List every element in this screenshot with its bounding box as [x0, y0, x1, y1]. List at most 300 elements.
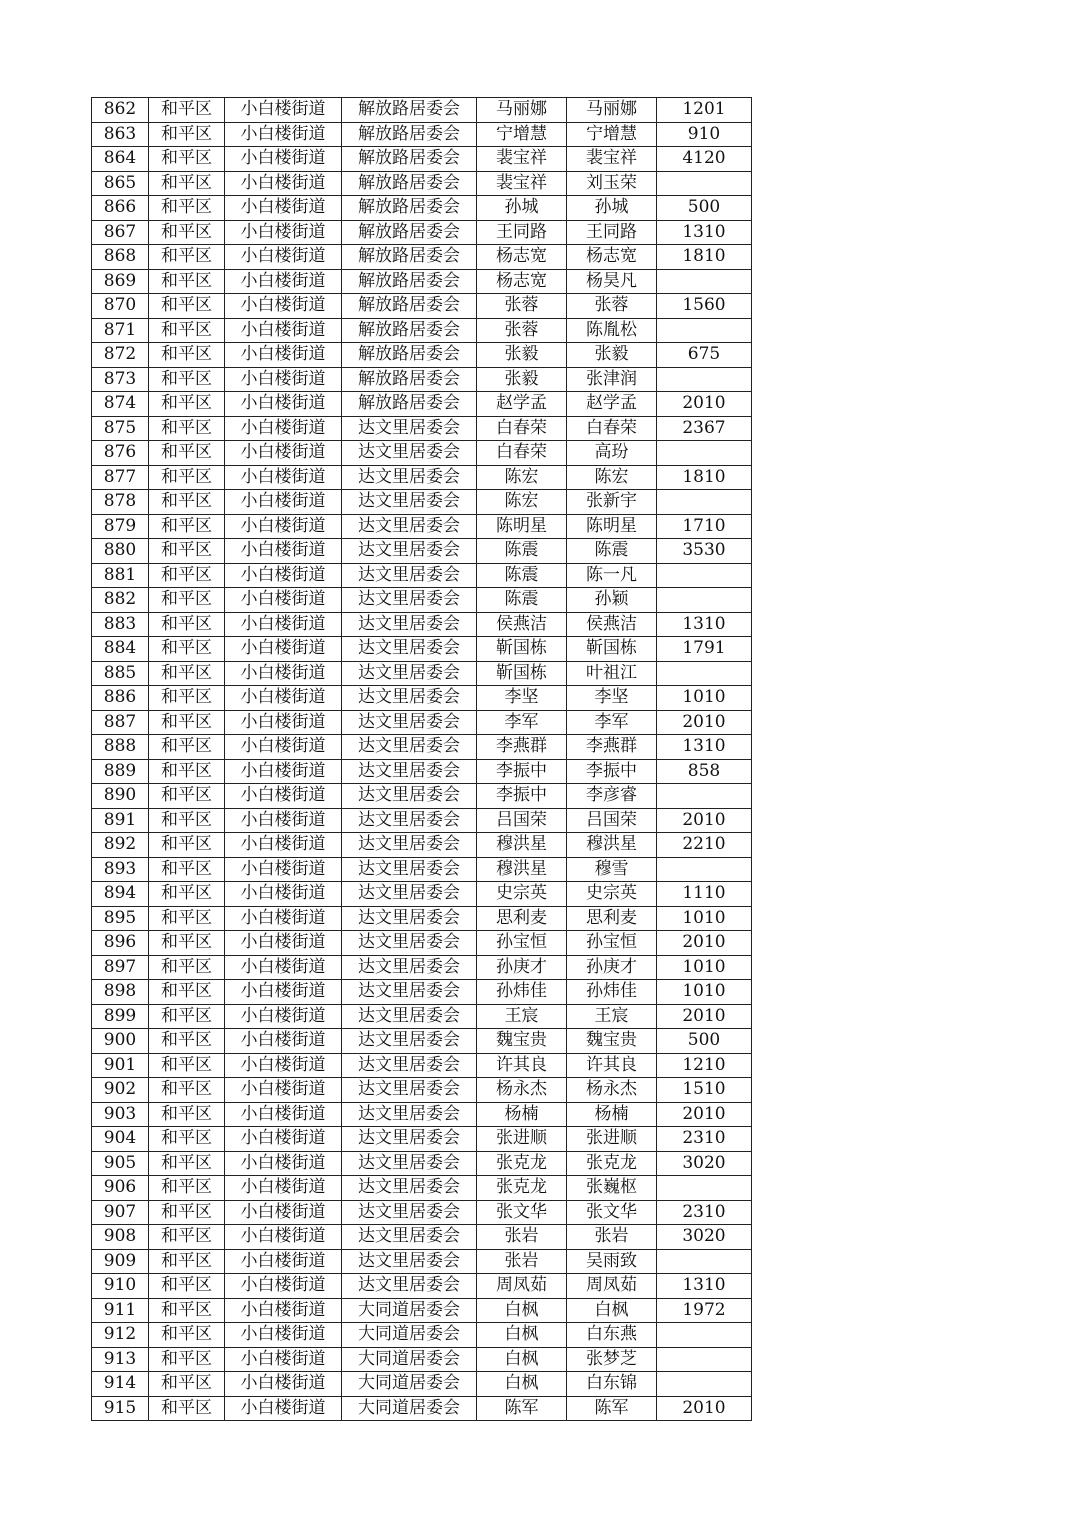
cell-member-name: 周凤茹	[567, 1274, 657, 1299]
cell-amount: 1710	[657, 514, 752, 539]
cell-member-name: 张毅	[567, 343, 657, 368]
cell-amount: 1210	[657, 1053, 752, 1078]
cell-amount: 1972	[657, 1298, 752, 1323]
cell-district: 和平区	[149, 1347, 225, 1372]
cell-district: 和平区	[149, 441, 225, 466]
table-row	[92, 1347, 752, 1372]
cell-household-head: 陈震	[477, 588, 567, 613]
cell-district: 和平区	[149, 196, 225, 221]
cell-amount	[657, 318, 752, 343]
cell-household-head: 李坚	[477, 686, 567, 711]
cell-household-head: 穆洪星	[477, 857, 567, 882]
cell-member-name: 吴雨致	[567, 1249, 657, 1274]
cell-member-name: 裴宝祥	[567, 147, 657, 172]
cell-committee: 达文里居委会	[342, 1078, 477, 1103]
cell-row-number: 865	[92, 171, 149, 196]
cell-district: 和平区	[149, 710, 225, 735]
cell-subdistrict: 小白楼街道	[225, 294, 342, 319]
cell-member-name: 白春荣	[567, 416, 657, 441]
cell-subdistrict: 小白楼街道	[225, 465, 342, 490]
cell-member-name: 史宗英	[567, 882, 657, 907]
cell-committee: 大同道居委会	[342, 1347, 477, 1372]
cell-subdistrict: 小白楼街道	[225, 490, 342, 515]
cell-amount: 2367	[657, 416, 752, 441]
cell-amount: 2010	[657, 1102, 752, 1127]
cell-row-number: 875	[92, 416, 149, 441]
cell-amount: 1310	[657, 612, 752, 637]
table-row	[92, 612, 752, 637]
cell-subdistrict: 小白楼街道	[225, 171, 342, 196]
cell-subdistrict: 小白楼街道	[225, 514, 342, 539]
cell-household-head: 侯燕洁	[477, 612, 567, 637]
cell-row-number: 876	[92, 441, 149, 466]
cell-household-head: 魏宝贵	[477, 1029, 567, 1054]
cell-subdistrict: 小白楼街道	[225, 245, 342, 270]
cell-household-head: 张进顺	[477, 1127, 567, 1152]
cell-subdistrict: 小白楼街道	[225, 220, 342, 245]
cell-amount	[657, 269, 752, 294]
cell-subdistrict: 小白楼街道	[225, 1200, 342, 1225]
cell-committee: 解放路居委会	[342, 245, 477, 270]
cell-district: 和平区	[149, 318, 225, 343]
cell-member-name: 李彦睿	[567, 784, 657, 809]
cell-committee: 达文里居委会	[342, 735, 477, 760]
cell-district: 和平区	[149, 98, 225, 123]
table-row	[92, 318, 752, 343]
cell-committee: 达文里居委会	[342, 1225, 477, 1250]
table-row	[92, 1151, 752, 1176]
table-row	[92, 833, 752, 858]
cell-subdistrict: 小白楼街道	[225, 1004, 342, 1029]
cell-district: 和平区	[149, 833, 225, 858]
cell-committee: 达文里居委会	[342, 465, 477, 490]
table-row	[92, 1029, 752, 1054]
cell-member-name: 许其良	[567, 1053, 657, 1078]
cell-subdistrict: 小白楼街道	[225, 343, 342, 368]
cell-subdistrict: 小白楼街道	[225, 661, 342, 686]
cell-subdistrict: 小白楼街道	[225, 563, 342, 588]
cell-amount: 1010	[657, 980, 752, 1005]
cell-row-number: 867	[92, 220, 149, 245]
table-row	[92, 1372, 752, 1397]
cell-district: 和平区	[149, 931, 225, 956]
cell-subdistrict: 小白楼街道	[225, 122, 342, 147]
cell-household-head: 张岩	[477, 1225, 567, 1250]
table-row	[92, 1396, 752, 1421]
cell-committee: 达文里居委会	[342, 1004, 477, 1029]
table-row	[92, 1200, 752, 1225]
cell-amount	[657, 1176, 752, 1201]
cell-household-head: 张蓉	[477, 294, 567, 319]
cell-committee: 达文里居委会	[342, 882, 477, 907]
cell-committee: 达文里居委会	[342, 539, 477, 564]
cell-row-number: 897	[92, 955, 149, 980]
cell-row-number: 862	[92, 98, 149, 123]
cell-row-number: 891	[92, 808, 149, 833]
cell-district: 和平区	[149, 245, 225, 270]
cell-committee: 达文里居委会	[342, 588, 477, 613]
cell-district: 和平区	[149, 612, 225, 637]
cell-committee: 解放路居委会	[342, 196, 477, 221]
cell-district: 和平区	[149, 147, 225, 172]
cell-row-number: 874	[92, 392, 149, 417]
cell-household-head: 杨楠	[477, 1102, 567, 1127]
cell-amount	[657, 857, 752, 882]
cell-committee: 达文里居委会	[342, 710, 477, 735]
cell-district: 和平区	[149, 367, 225, 392]
cell-member-name: 孙城	[567, 196, 657, 221]
cell-member-name: 杨楠	[567, 1102, 657, 1127]
cell-committee: 大同道居委会	[342, 1298, 477, 1323]
cell-amount: 1010	[657, 906, 752, 931]
cell-row-number: 898	[92, 980, 149, 1005]
cell-row-number: 883	[92, 612, 149, 637]
cell-district: 和平区	[149, 220, 225, 245]
cell-district: 和平区	[149, 661, 225, 686]
cell-amount	[657, 1372, 752, 1397]
cell-household-head: 王同路	[477, 220, 567, 245]
cell-amount: 1791	[657, 637, 752, 662]
cell-amount: 3020	[657, 1225, 752, 1250]
cell-committee: 达文里居委会	[342, 857, 477, 882]
cell-amount: 500	[657, 196, 752, 221]
cell-row-number: 888	[92, 735, 149, 760]
cell-row-number: 896	[92, 931, 149, 956]
cell-row-number: 871	[92, 318, 149, 343]
cell-household-head: 孙炜佳	[477, 980, 567, 1005]
cell-row-number: 905	[92, 1151, 149, 1176]
cell-district: 和平区	[149, 392, 225, 417]
cell-household-head: 陈宏	[477, 490, 567, 515]
cell-household-head: 裴宝祥	[477, 171, 567, 196]
cell-row-number: 904	[92, 1127, 149, 1152]
table-row	[92, 588, 752, 613]
cell-committee: 大同道居委会	[342, 1323, 477, 1348]
cell-district: 和平区	[149, 882, 225, 907]
cell-household-head: 吕国荣	[477, 808, 567, 833]
cell-household-head: 张蓉	[477, 318, 567, 343]
cell-district: 和平区	[149, 465, 225, 490]
table-row	[92, 367, 752, 392]
cell-amount: 1310	[657, 220, 752, 245]
cell-district: 和平区	[149, 269, 225, 294]
cell-subdistrict: 小白楼街道	[225, 98, 342, 123]
cell-household-head: 张文华	[477, 1200, 567, 1225]
cell-household-head: 陈宏	[477, 465, 567, 490]
cell-committee: 达文里居委会	[342, 931, 477, 956]
cell-subdistrict: 小白楼街道	[225, 392, 342, 417]
cell-household-head: 赵学孟	[477, 392, 567, 417]
cell-district: 和平区	[149, 1396, 225, 1421]
cell-district: 和平区	[149, 1249, 225, 1274]
cell-row-number: 880	[92, 539, 149, 564]
cell-committee: 大同道居委会	[342, 1372, 477, 1397]
cell-district: 和平区	[149, 416, 225, 441]
cell-amount: 2010	[657, 392, 752, 417]
table-row	[92, 857, 752, 882]
cell-member-name: 杨永杰	[567, 1078, 657, 1103]
cell-household-head: 宁增慧	[477, 122, 567, 147]
table-row	[92, 514, 752, 539]
cell-amount: 1310	[657, 1274, 752, 1299]
cell-amount: 1010	[657, 955, 752, 980]
cell-household-head: 周凤茹	[477, 1274, 567, 1299]
cell-committee: 达文里居委会	[342, 416, 477, 441]
cell-amount: 1010	[657, 686, 752, 711]
cell-row-number: 882	[92, 588, 149, 613]
table-row	[92, 955, 752, 980]
table-row	[92, 465, 752, 490]
table-row	[92, 539, 752, 564]
cell-row-number: 895	[92, 906, 149, 931]
cell-committee: 达文里居委会	[342, 980, 477, 1005]
table-row	[92, 245, 752, 270]
cell-committee: 解放路居委会	[342, 367, 477, 392]
table-row	[92, 735, 752, 760]
cell-committee: 达文里居委会	[342, 661, 477, 686]
cell-subdistrict: 小白楼街道	[225, 808, 342, 833]
cell-amount: 2310	[657, 1200, 752, 1225]
cell-district: 和平区	[149, 857, 225, 882]
cell-row-number: 866	[92, 196, 149, 221]
table-row	[92, 1298, 752, 1323]
cell-member-name: 张进顺	[567, 1127, 657, 1152]
cell-member-name: 张岩	[567, 1225, 657, 1250]
cell-subdistrict: 小白楼街道	[225, 367, 342, 392]
cell-household-head: 白春荣	[477, 416, 567, 441]
cell-member-name: 孙颖	[567, 588, 657, 613]
cell-household-head: 白春荣	[477, 441, 567, 466]
cell-amount	[657, 1347, 752, 1372]
table-row	[92, 122, 752, 147]
cell-subdistrict: 小白楼街道	[225, 147, 342, 172]
cell-subdistrict: 小白楼街道	[225, 196, 342, 221]
cell-household-head: 李振中	[477, 784, 567, 809]
cell-committee: 达文里居委会	[342, 808, 477, 833]
cell-member-name: 刘玉荣	[567, 171, 657, 196]
cell-amount	[657, 367, 752, 392]
table-row	[92, 686, 752, 711]
cell-household-head: 杨志宽	[477, 245, 567, 270]
cell-household-head: 张毅	[477, 343, 567, 368]
table-row	[92, 294, 752, 319]
cell-member-name: 宁增慧	[567, 122, 657, 147]
cell-subdistrict: 小白楼街道	[225, 539, 342, 564]
cell-member-name: 李坚	[567, 686, 657, 711]
cell-subdistrict: 小白楼街道	[225, 955, 342, 980]
cell-subdistrict: 小白楼街道	[225, 686, 342, 711]
cell-row-number: 911	[92, 1298, 149, 1323]
cell-household-head: 靳国栋	[477, 661, 567, 686]
cell-row-number: 872	[92, 343, 149, 368]
cell-member-name: 穆雪	[567, 857, 657, 882]
cell-member-name: 杨志宽	[567, 245, 657, 270]
cell-subdistrict: 小白楼街道	[225, 1127, 342, 1152]
cell-committee: 大同道居委会	[342, 1396, 477, 1421]
cell-household-head: 孙宝恒	[477, 931, 567, 956]
cell-household-head: 裴宝祥	[477, 147, 567, 172]
table-row	[92, 490, 752, 515]
cell-household-head: 张岩	[477, 1249, 567, 1274]
cell-row-number: 864	[92, 147, 149, 172]
cell-row-number: 900	[92, 1029, 149, 1054]
table-row	[92, 1323, 752, 1348]
cell-member-name: 陈明星	[567, 514, 657, 539]
cell-subdistrict: 小白楼街道	[225, 710, 342, 735]
cell-member-name: 白东燕	[567, 1323, 657, 1348]
cell-district: 和平区	[149, 1151, 225, 1176]
data-table	[91, 97, 752, 1421]
cell-district: 和平区	[149, 563, 225, 588]
cell-committee: 解放路居委会	[342, 392, 477, 417]
cell-district: 和平区	[149, 735, 225, 760]
cell-member-name: 陈震	[567, 539, 657, 564]
cell-household-head: 张毅	[477, 367, 567, 392]
cell-amount: 1810	[657, 245, 752, 270]
cell-row-number: 863	[92, 122, 149, 147]
cell-district: 和平区	[149, 588, 225, 613]
cell-row-number: 892	[92, 833, 149, 858]
cell-committee: 达文里居委会	[342, 686, 477, 711]
cell-subdistrict: 小白楼街道	[225, 1396, 342, 1421]
cell-row-number: 878	[92, 490, 149, 515]
cell-household-head: 白枫	[477, 1298, 567, 1323]
table-row	[92, 1053, 752, 1078]
cell-amount	[657, 490, 752, 515]
cell-row-number: 885	[92, 661, 149, 686]
cell-row-number: 884	[92, 637, 149, 662]
cell-household-head: 李军	[477, 710, 567, 735]
cell-committee: 达文里居委会	[342, 1029, 477, 1054]
cell-district: 和平区	[149, 906, 225, 931]
cell-committee: 达文里居委会	[342, 955, 477, 980]
table-row	[92, 1225, 752, 1250]
cell-committee: 达文里居委会	[342, 612, 477, 637]
table-row	[92, 980, 752, 1005]
cell-subdistrict: 小白楼街道	[225, 588, 342, 613]
cell-amount: 1810	[657, 465, 752, 490]
table-row	[92, 392, 752, 417]
cell-member-name: 白枫	[567, 1298, 657, 1323]
cell-committee: 达文里居委会	[342, 1200, 477, 1225]
cell-committee: 达文里居委会	[342, 490, 477, 515]
cell-amount: 1510	[657, 1078, 752, 1103]
table-row	[92, 269, 752, 294]
cell-amount	[657, 1249, 752, 1274]
cell-district: 和平区	[149, 1078, 225, 1103]
cell-amount: 910	[657, 122, 752, 147]
cell-member-name: 张蓉	[567, 294, 657, 319]
cell-row-number: 913	[92, 1347, 149, 1372]
table-row	[92, 906, 752, 931]
cell-household-head: 思利麦	[477, 906, 567, 931]
cell-committee: 达文里居委会	[342, 1053, 477, 1078]
cell-subdistrict: 小白楼街道	[225, 906, 342, 931]
cell-amount: 2210	[657, 833, 752, 858]
cell-household-head: 陈明星	[477, 514, 567, 539]
cell-amount	[657, 171, 752, 196]
cell-subdistrict: 小白楼街道	[225, 980, 342, 1005]
cell-committee: 解放路居委会	[342, 220, 477, 245]
cell-household-head: 孙城	[477, 196, 567, 221]
table-row	[92, 220, 752, 245]
cell-district: 和平区	[149, 784, 225, 809]
table-row	[92, 416, 752, 441]
cell-row-number: 903	[92, 1102, 149, 1127]
cell-district: 和平区	[149, 637, 225, 662]
cell-district: 和平区	[149, 1200, 225, 1225]
table-row	[92, 710, 752, 735]
cell-subdistrict: 小白楼街道	[225, 1102, 342, 1127]
cell-amount: 2010	[657, 1396, 752, 1421]
cell-amount	[657, 661, 752, 686]
cell-district: 和平区	[149, 1029, 225, 1054]
cell-subdistrict: 小白楼街道	[225, 1298, 342, 1323]
cell-district: 和平区	[149, 1176, 225, 1201]
cell-subdistrict: 小白楼街道	[225, 759, 342, 784]
table-row	[92, 1127, 752, 1152]
cell-subdistrict: 小白楼街道	[225, 1151, 342, 1176]
cell-district: 和平区	[149, 1274, 225, 1299]
cell-row-number: 873	[92, 367, 149, 392]
cell-row-number: 877	[92, 465, 149, 490]
cell-household-head: 靳国栋	[477, 637, 567, 662]
cell-row-number: 890	[92, 784, 149, 809]
cell-district: 和平区	[149, 1298, 225, 1323]
cell-household-head: 李燕群	[477, 735, 567, 760]
cell-row-number: 910	[92, 1274, 149, 1299]
cell-committee: 达文里居委会	[342, 1249, 477, 1274]
table-row	[92, 441, 752, 466]
cell-member-name: 靳国栋	[567, 637, 657, 662]
cell-row-number: 909	[92, 1249, 149, 1274]
cell-member-name: 张新宇	[567, 490, 657, 515]
cell-amount: 2010	[657, 1004, 752, 1029]
cell-household-head: 杨永杰	[477, 1078, 567, 1103]
cell-amount: 2310	[657, 1127, 752, 1152]
cell-amount: 1201	[657, 98, 752, 123]
cell-subdistrict: 小白楼街道	[225, 637, 342, 662]
cell-row-number: 879	[92, 514, 149, 539]
cell-committee: 达文里居委会	[342, 441, 477, 466]
cell-subdistrict: 小白楼街道	[225, 735, 342, 760]
cell-row-number: 889	[92, 759, 149, 784]
cell-committee: 达文里居委会	[342, 1102, 477, 1127]
cell-member-name: 孙宝恒	[567, 931, 657, 956]
cell-amount: 3530	[657, 539, 752, 564]
cell-member-name: 思利麦	[567, 906, 657, 931]
cell-row-number: 907	[92, 1200, 149, 1225]
cell-committee: 解放路居委会	[342, 294, 477, 319]
table-row	[92, 171, 752, 196]
cell-amount: 3020	[657, 1151, 752, 1176]
cell-amount: 1310	[657, 735, 752, 760]
cell-amount: 675	[657, 343, 752, 368]
cell-committee: 达文里居委会	[342, 563, 477, 588]
cell-member-name: 高玢	[567, 441, 657, 466]
cell-member-name: 马丽娜	[567, 98, 657, 123]
cell-amount: 1110	[657, 882, 752, 907]
cell-subdistrict: 小白楼街道	[225, 1078, 342, 1103]
cell-committee: 解放路居委会	[342, 171, 477, 196]
cell-district: 和平区	[149, 759, 225, 784]
cell-district: 和平区	[149, 1127, 225, 1152]
cell-subdistrict: 小白楼街道	[225, 1176, 342, 1201]
cell-subdistrict: 小白楼街道	[225, 441, 342, 466]
cell-row-number: 869	[92, 269, 149, 294]
cell-subdistrict: 小白楼街道	[225, 1225, 342, 1250]
cell-district: 和平区	[149, 1225, 225, 1250]
